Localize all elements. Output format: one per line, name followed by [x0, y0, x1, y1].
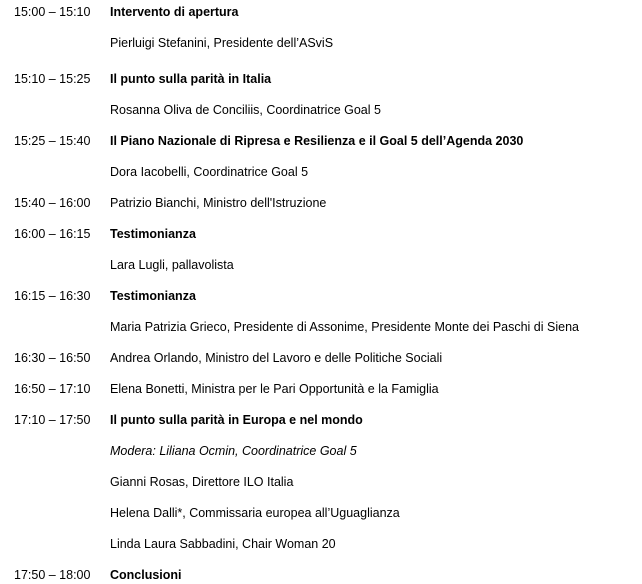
agenda-speaker: Maria Patrizia Grieco, Presidente di Assonime, Presidente Monte dei Paschi di Siena: [110, 320, 579, 334]
agenda-speaker: Dora Iacobelli, Coordinatrice Goal 5: [110, 165, 309, 179]
agenda-time: 16:15 – 16:30: [14, 289, 91, 303]
agenda-title: Testimonianza: [110, 289, 196, 303]
agenda-title: Testimonianza: [110, 227, 196, 241]
agenda-time: 17:10 – 17:50: [14, 413, 91, 427]
agenda-speaker: Linda Laura Sabbadini, Chair Woman 20: [110, 537, 336, 551]
agenda-speaker: Elena Bonetti, Ministra per le Pari Opportunità e la Famiglia: [110, 382, 439, 396]
agenda-speaker: Patrizio Bianchi, Ministro dell'Istruzione: [110, 196, 327, 210]
agenda-moderator: Modera: Liliana Ocmin, Coordinatrice Goal 5: [110, 444, 357, 458]
agenda-time: 16:50 – 17:10: [14, 382, 91, 396]
agenda-time: 15:00 – 15:10: [14, 5, 91, 19]
agenda-time: 16:00 – 16:15: [14, 227, 91, 241]
agenda-time: 15:10 – 15:25: [14, 72, 91, 86]
agenda-speaker: Rosanna Oliva de Conciliis, Coordinatrice Goal 5: [110, 103, 381, 117]
agenda-speaker: Pierluigi Stefanini, Presidente dell’ASviS: [110, 36, 334, 50]
agenda-title: Il punto sulla parità in Europa e nel mondo: [110, 413, 363, 427]
agenda-time: 15:25 – 15:40: [14, 134, 91, 148]
agenda-time: 16:30 – 16:50: [14, 351, 91, 365]
agenda-title: Il Piano Nazionale di Ripresa e Resilienza e il Goal 5 dell’Agenda 2030: [110, 134, 524, 148]
agenda-speaker: Helena Dalli*, Commissaria europea all’Uguaglianza: [110, 506, 400, 520]
agenda-title: Il punto sulla parità in Italia: [110, 72, 272, 86]
agenda-title: Intervento di apertura: [110, 5, 239, 19]
agenda-speaker: Gianni Rosas, Direttore ILO Italia: [110, 475, 294, 489]
agenda-title: Conclusioni: [110, 568, 182, 582]
agenda-speaker: Andrea Orlando, Ministro del Lavoro e delle Politiche Sociali: [110, 351, 443, 365]
agenda-time: 15:40 – 16:00: [14, 196, 91, 210]
agenda-speaker: Lara Lugli, pallavolista: [110, 258, 234, 272]
agenda-time: 17:50 – 18:00: [14, 568, 91, 582]
